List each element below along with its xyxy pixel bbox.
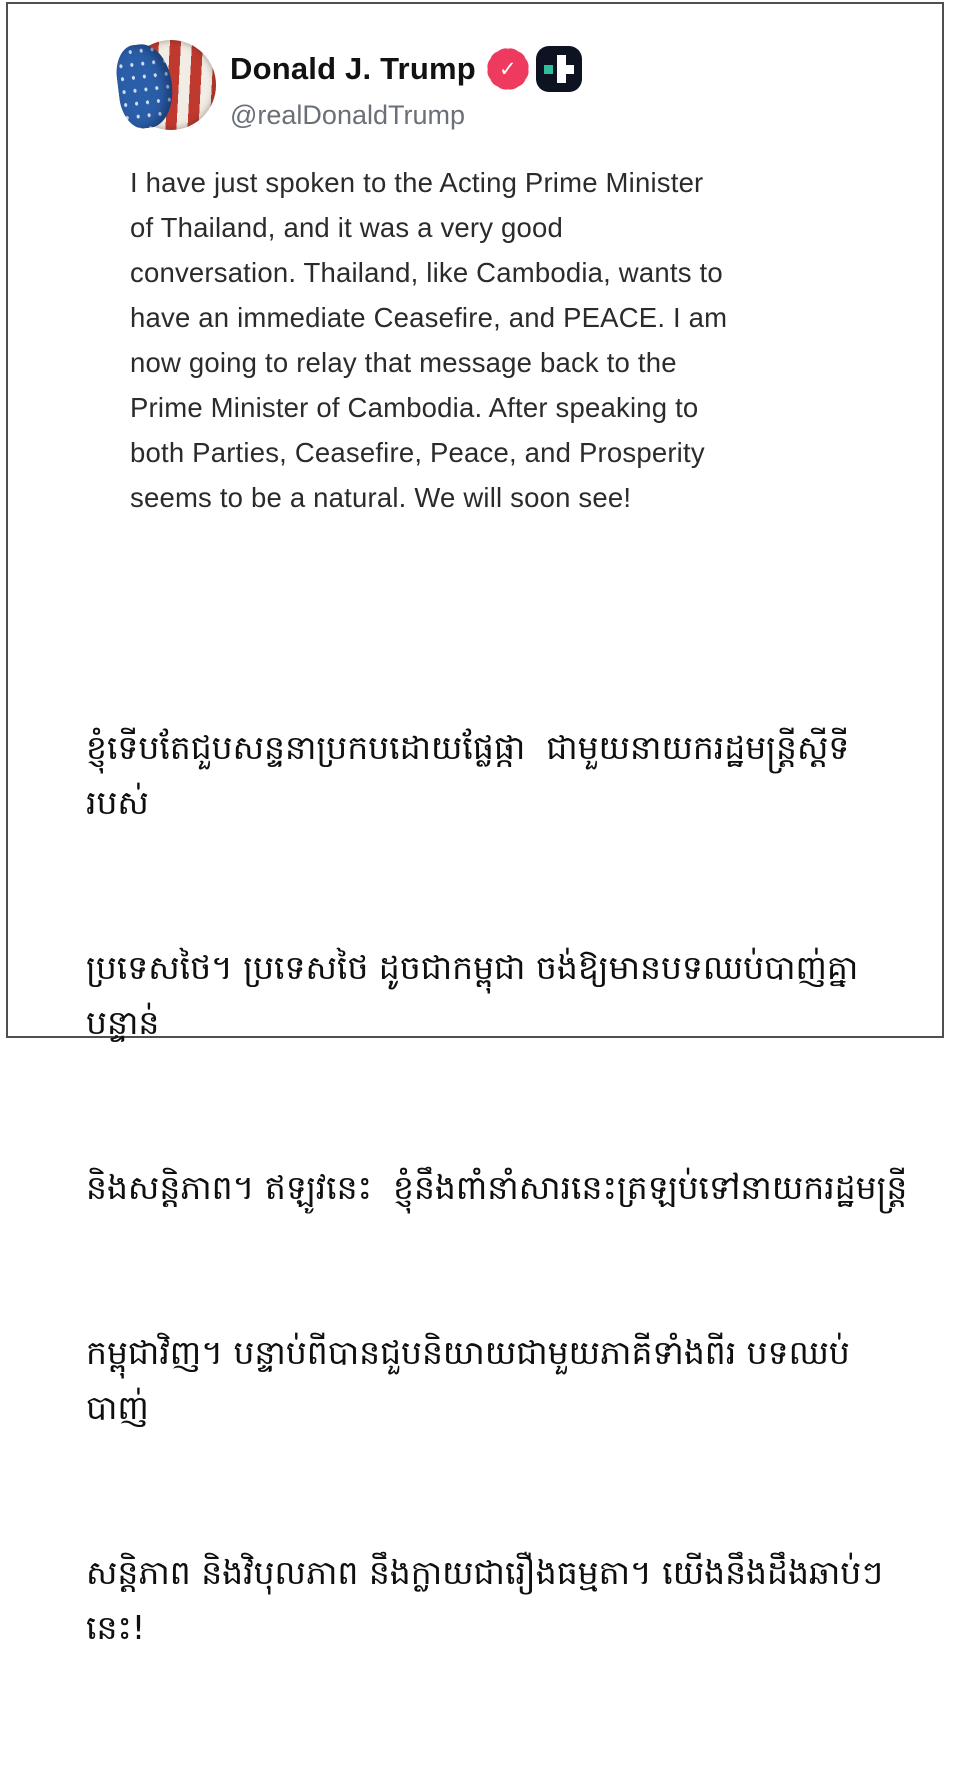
khmer-text-line: ប្រទេសថៃ។ ប្រទេសថៃ ដូចជាកម្ពុជា ចង់ឱ្យមានបទឈប់បាញ់គ្នាបន្ទាន់	[86, 948, 859, 1042]
post-body-khmer-translation	[86, 610, 908, 1765]
khmer-text-line: សន្តិភាព និងវិបុលភាព នឹងក្លាយជារឿងធម្មតា។ យើងនឹងដឹងឆាប់ៗនេះ!	[86, 1553, 884, 1647]
post-card	[6, 2, 944, 1647]
post-text-line: of Thailand, and it was a very good	[130, 212, 564, 243]
post-body-english	[130, 160, 854, 520]
plus-icon-accent-square	[544, 65, 553, 74]
author-name[interactable]: Donald J. Trump	[230, 51, 476, 86]
post-text-line: conversation. Thailand, like Cambodia, wants to	[130, 257, 723, 288]
truth-social-plus-icon	[536, 46, 582, 92]
post-text-line: now going to relay that message back to the	[130, 347, 677, 378]
plus-icon-horizontal-bar	[557, 65, 574, 74]
author-block	[230, 40, 582, 131]
post-text-line: I have just spoken to the Acting Prime Minister	[130, 167, 704, 198]
post-text-line: both Parties, Ceasefire, Peace, and Prosperity	[130, 437, 705, 468]
author-name-row	[230, 46, 582, 92]
avatar[interactable]	[126, 40, 216, 130]
avatar-flag-art	[113, 41, 177, 131]
khmer-text-line: កម្ពុជាវិញ។ បន្ទាប់ពីបានជួបនិយាយជាមួយភាគីទាំងពីរ បទឈប់បាញ់	[86, 1333, 850, 1427]
post-text-line: Prime Minister of Cambodia. After speaking to	[130, 392, 699, 423]
check-icon: ✓	[499, 57, 517, 81]
post-text-line: seems to be a natural. We will soon see!	[130, 482, 632, 513]
author-handle[interactable]: @realDonaldTrump	[230, 100, 465, 130]
post-header	[126, 40, 582, 131]
verified-badge-icon	[490, 51, 526, 87]
khmer-text-line: និងសន្តិភាព។ ឥឡូវនេះ ខ្ញុំនឹងពាំនាំសារនេះត្រឡប់ទៅនាយករដ្ឋមន្ត្រី	[86, 1168, 908, 1207]
post-text-line: have an immediate Ceasefire, and PEACE. I am	[130, 302, 728, 333]
khmer-text-line: ខ្ញុំទើបតែជួបសន្ទនាប្រកបដោយផ្លែផ្កា ជាមួយនាយករដ្ឋមន្ត្រីស្តីទីរបស់	[86, 728, 850, 822]
